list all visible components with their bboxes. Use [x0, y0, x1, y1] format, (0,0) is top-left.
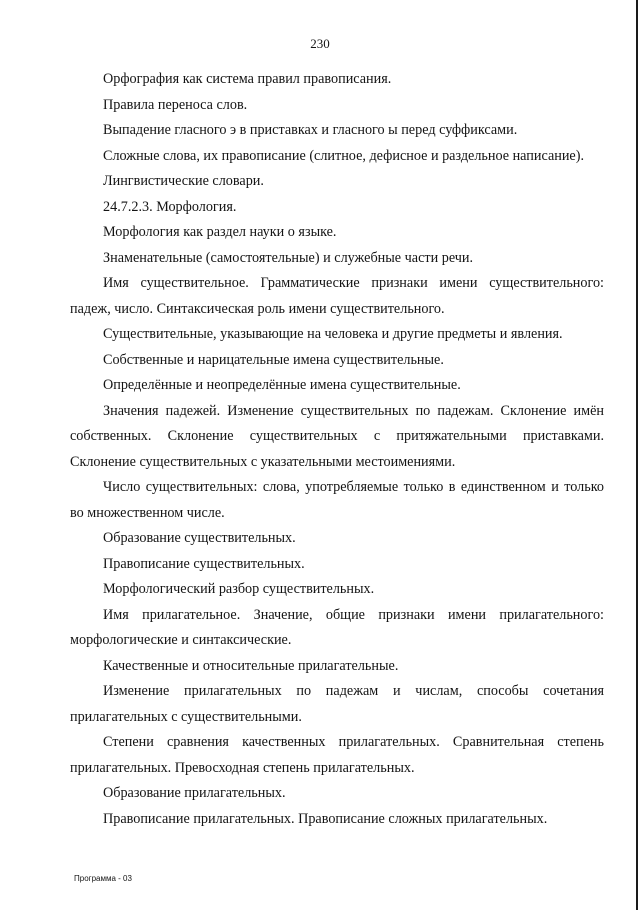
paragraph: Сложные слова, их правописание (слитное, дефисное и раздельное написание).	[103, 147, 584, 164]
paragraph: Число существительных: слова, употребляемые только в единственном и только во множественном числе.	[70, 479, 604, 521]
paragraph: Выпадение гласного э в приставках и гласного ы перед суффиксами.	[103, 122, 518, 138]
paragraph: Собственные и нарицательные имена существительные.	[103, 351, 444, 368]
paragraph: Изменение прилагательных по падежам и числам, способы сочетания прилагательных с существительными.	[70, 683, 604, 725]
paragraph: Знаменательные (самостоятельные) и служебные части речи.	[103, 249, 474, 266]
section-heading: 24.7.2.3. Морфология.	[103, 198, 237, 215]
page-number: 230	[310, 36, 330, 51]
paragraph: Образование прилагательных.	[103, 785, 286, 801]
paragraph: Лингвистические словари.	[103, 173, 264, 189]
paragraph: Морфология как раздел науки о языке.	[103, 224, 337, 240]
paragraph: Значения падежей. Изменение существительных по падежам. Склонение имён собственных. Склонение существительных с притяжательными приставками. Склонение существительных с указательными местоимениями.	[70, 402, 604, 470]
paragraph: Правила переноса слов.	[103, 96, 248, 113]
paragraph: Морфологический разбор существительных.	[103, 581, 375, 597]
paragraph: Определённые и неопределённые имена существительные.	[103, 377, 461, 393]
paragraph: Качественные и относительные прилагательные.	[103, 657, 399, 674]
paragraph: Орфография как система правил правописания.	[103, 71, 392, 87]
paragraph: Имя существительное. Грамматические признаки имени существительного: падеж, число. Синтаксическая роль имени существительного.	[70, 275, 604, 317]
paragraph: Существительные, указывающие на человека и другие предметы и явления.	[103, 326, 563, 342]
document-body	[70, 67, 604, 832]
paragraph: Правописание существительных.	[103, 555, 305, 572]
paragraph: Имя прилагательное. Значение, общие признаки имени прилагательного: морфологические и синтаксические.	[70, 606, 604, 648]
paragraph: Правописание прилагательных. Правописание сложных прилагательных.	[103, 810, 548, 827]
page-footer: Программа - 03	[74, 874, 132, 883]
paragraph: Степени сравнения качественных прилагательных. Сравнительная степень прилагательных. Превосходная степень прилагательных.	[70, 734, 604, 776]
page-edge	[636, 0, 638, 910]
paragraph: Образование существительных.	[103, 530, 296, 546]
